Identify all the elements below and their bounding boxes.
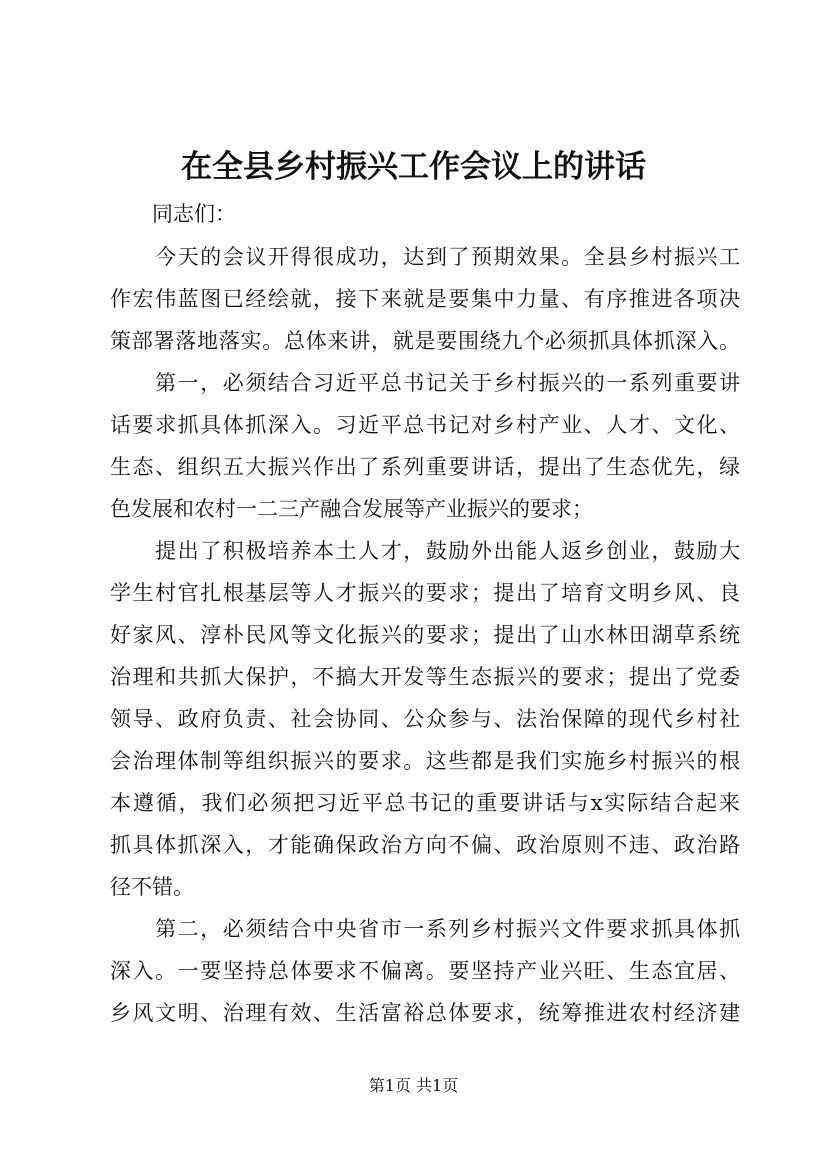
body-line-19: 深入。一要坚持总体要求不偏离。要坚持产业兴旺、生态宜居、: [110, 959, 742, 983]
body-line-11: 好家风、淳朴民风等文化振兴的要求；提出了山水林田湖草系统: [110, 623, 742, 647]
body-line-5: 第一，必须结合习近平总书记关于乡村振兴的一系列重要讲: [110, 371, 742, 395]
body-line-3: 作宏伟蓝图已经绘就，接下来就是要集中力量、有序推进各项决: [110, 287, 742, 311]
body-line-17: 径不错。: [110, 875, 194, 899]
body-line-18: 第二，必须结合中央省市一系列乡村振兴文件要求抓具体抓: [110, 917, 742, 941]
body-line-6: 话要求抓具体抓深入。习近平总书记对乡村产业、人才、文化、: [110, 413, 742, 437]
body-line-8: 色发展和农村一二三产融合发展等产业振兴的要求；: [110, 497, 593, 521]
body-line-14: 会治理体制等组织振兴的要求。这些都是我们实施乡村振兴的根: [110, 749, 742, 773]
body-line-1: 同志们：: [110, 202, 236, 226]
body-line-7: 生态、组织五大振兴作出了系列重要讲话，提出了生态优先，绿: [110, 455, 742, 479]
body-line-2: 今天的会议开得很成功，达到了预期效果。全县乡村振兴工: [110, 245, 742, 269]
body-line-12: 治理和共抓大保护，不搞大开发等生态振兴的要求；提出了党委: [110, 665, 742, 689]
body-line-9: 提出了积极培养本土人才，鼓励外出能人返乡创业，鼓励大: [110, 539, 742, 563]
body-line-13: 领导、政府负责、社会协同、公众参与、法治保障的现代乡村社: [110, 707, 742, 731]
page-footer: 第1页 共1页: [368, 1076, 459, 1095]
body-line-15: 本遵循，我们必须把习近平总书记的重要讲话与x实际结合起来: [110, 791, 742, 815]
body-line-16: 抓具体抓深入，才能确保政治方向不偏、政治原则不违、政治路: [110, 833, 742, 857]
document-title: 在全县乡村振兴工作会议上的讲话: [181, 149, 646, 185]
body-line-4: 策部署落地落实。总体来讲，就是要围绕九个必须抓具体抓深入。: [110, 329, 741, 353]
body-line-20: 乡风文明、治理有效、生活富裕总体要求，统筹推进农村经济建: [110, 1001, 742, 1025]
body-line-10: 学生村官扎根基层等人才振兴的要求；提出了培育文明乡风、良: [110, 581, 742, 605]
